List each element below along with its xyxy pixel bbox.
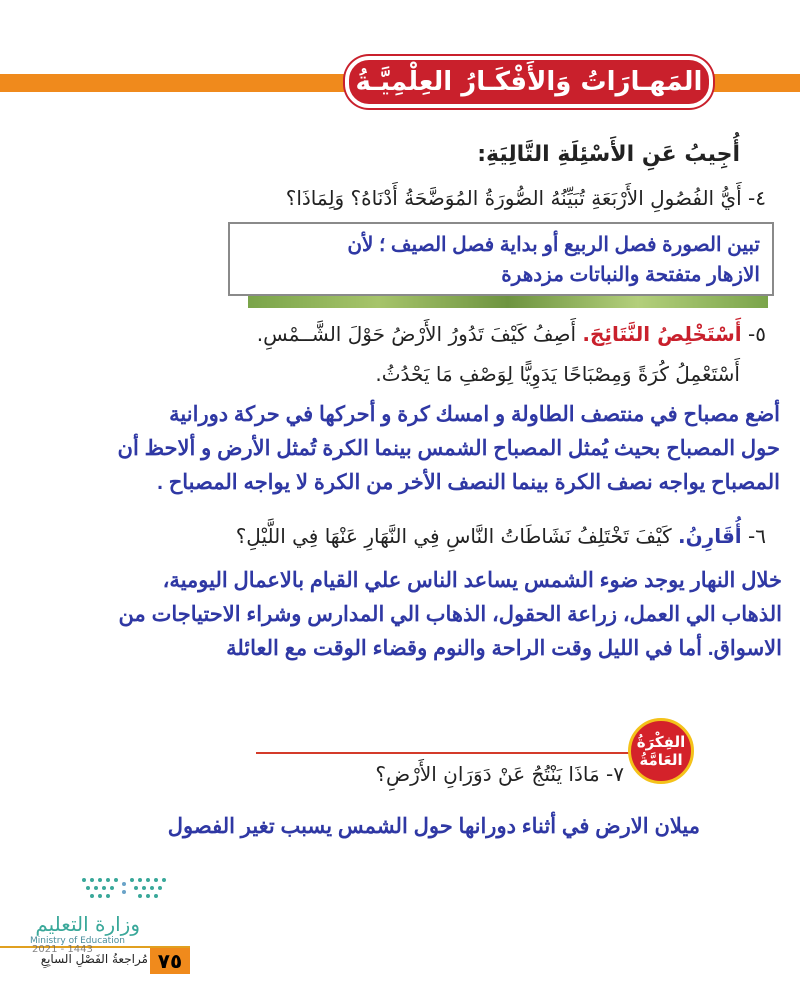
- footer-label: مُراجعةُ الفَصْلِ السابِعِ: [40, 952, 148, 966]
- answer-6-line1: خلال النهار يوجد ضوء الشمس يساعد الناس علي القيام بالاعمال اليومية،: [162, 569, 782, 592]
- big-idea-line2: العَامَّةُ: [639, 751, 683, 769]
- ministry-name-en: Ministry of Education: [30, 936, 125, 946]
- answer-6-line3: الاسواق. أما في الليل وقت الراحة والنوم وقضاء الوقت مع العائلة: [226, 637, 782, 660]
- answer-6-line2: الذهاب الي العمل، زراعة الحقول، الذهاب الي المدارس وشراء الاحتياجات من: [118, 603, 782, 626]
- ministry-name-ar: وزارة التعليم: [35, 912, 140, 936]
- answer-5-line1: أضع مصباح في منتصف الطاولة و امسك كرة و أحركها في حركة دورانية: [169, 403, 780, 426]
- instructions: أُجِيبُ عَنِ الأَسْئِلَةِ التَّالِيَةِ:: [477, 142, 740, 167]
- answer-4-line1: تبين الصورة فصل الربيع أو بداية فصل الصيف ؛ لأن: [347, 234, 760, 256]
- question-5-instruction: أَسْتَعْمِلُ كُرَةً وَمِصْبَاحًا يَدَوِيًّا لِوَصْفِ مَا يَحْدُثُ.: [375, 362, 740, 386]
- question-6-number: ٦-: [748, 524, 766, 548]
- question-6: [200, 524, 766, 548]
- divider-line: [256, 752, 636, 754]
- question-4: ٤- أَيُّ الفُصُولِ الأَرْبَعَةِ تُبَيِّنُهُ الصُّورَةُ المُوَضَّحَةُ أَدْنَاهُ؟ وَلِمَاذَا؟: [285, 186, 766, 210]
- answer-5: [0, 398, 780, 500]
- header-band-right: [700, 74, 800, 92]
- header-band-left: [0, 74, 360, 92]
- ministry-logo-icon: [78, 874, 170, 902]
- answer-box-4: [228, 222, 774, 296]
- page-number: ٧٥: [150, 948, 190, 974]
- question-5: [200, 322, 766, 346]
- answer-7: ميلان الارض في أثناء دورانها حول الشمس يسبب تغير الفصول: [167, 815, 700, 838]
- section-title: المَهـارَاتُ وَالأَفْكَـارُ العِلْمِيَّـةُ: [345, 56, 713, 108]
- big-idea-line1: الفِكْرَةُ: [636, 733, 686, 751]
- answer-6: [0, 564, 782, 666]
- question-6-text: كَيْفَ تَخْتَلِفُ نَشَاطَاتُ النَّاسِ فِي النَّهَارِ عَنْهَا فِي اللَّيْلِ؟: [235, 524, 672, 548]
- skill-label-compare: أُقَارِنُ.: [678, 524, 742, 548]
- question-5-number: ٥-: [748, 322, 766, 346]
- edition-year: 2021 - 1443: [32, 944, 93, 955]
- answer-4-line2: الازهار متفتحة والنباتات مزدهرة: [501, 264, 760, 286]
- answer-5-line3: المصباح يواجه نصف الكرة بينما النصف الأخر من الكرة لا يواجه المصباح .: [157, 471, 780, 494]
- question-7: ٧- مَاذَا يَنْتُجُ عَنْ دَوَرَانِ الأَرْضِ؟: [375, 762, 624, 786]
- season-photo: [248, 296, 768, 308]
- skill-label-conclude: أَسْتَخْلِصُ النَّتَائِجَ.: [582, 322, 742, 346]
- answer-5-line2: حول المصباح بحيث يُمثل المصباح الشمس بينما الكرة تُمثل الأرض و ألاحظ أن: [117, 437, 780, 460]
- big-idea-badge: [628, 718, 694, 784]
- question-5-text: أَصِفُ كَيْفَ تَدُورُ الأَرْضُ حَوْلَ الشَّــمْسِ.: [256, 322, 577, 346]
